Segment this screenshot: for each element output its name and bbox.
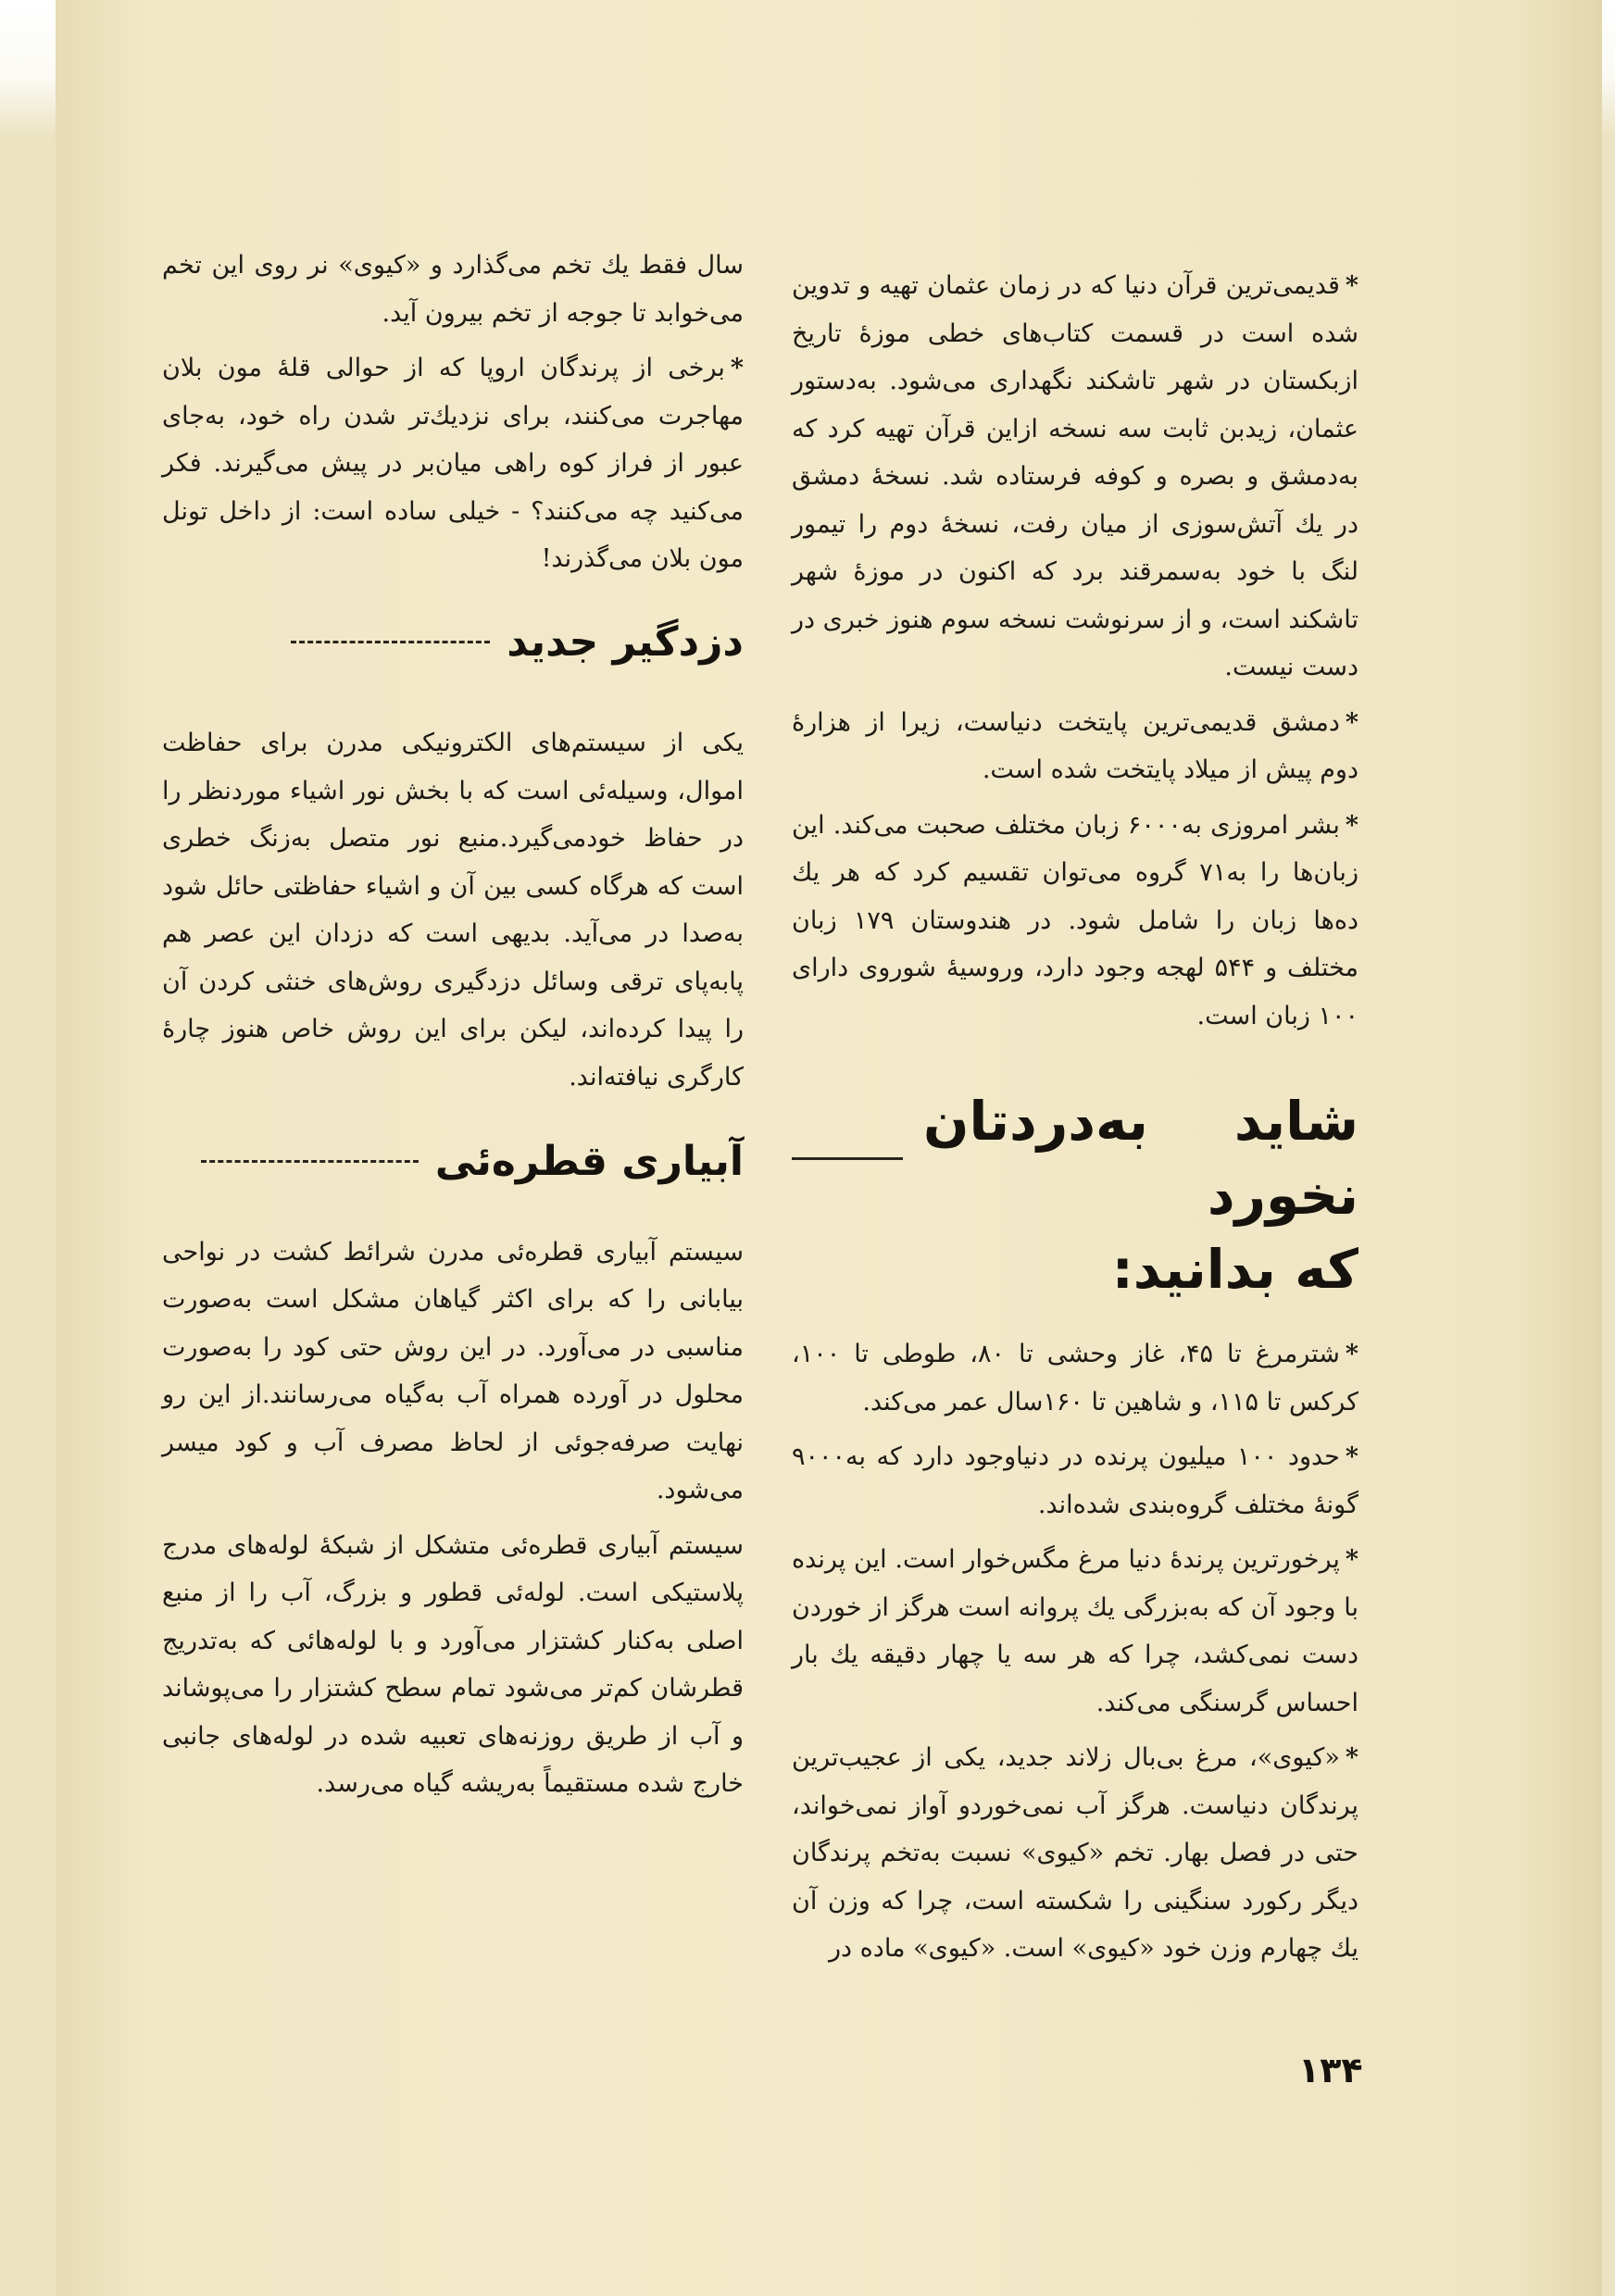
bullet-asterisk: *: [730, 354, 744, 382]
paragraph-text: شترمرغ تا ۴۵، غاز وحشی تا ۸۰، طوطی تا ۱۰۰، کرکس تا ۱۱۵، و شاهین تا ۱۶۰سال عمر می‌کند.: [792, 1340, 1358, 1416]
paragraph-languages: [792, 802, 1358, 1041]
paragraph-text: حدود ۱۰۰ میلیون پرنده در دنیاوجود دارد که به‌۹۰۰۰ گونهٔ مختلف گروه‌بندی شده‌اند.: [792, 1442, 1358, 1519]
heading-line-1: [792, 1084, 1358, 1232]
right-column: [792, 262, 1358, 1980]
bullet-asterisk: *: [1345, 1442, 1358, 1471]
paragraph-hummingbird: [792, 1536, 1358, 1727]
section-heading-drip-irrigation: [162, 1138, 744, 1186]
paragraph-text: پرخورترین پرندهٔ دنیا مرغ مگس‌خوار است. این پرنده با وجود آن که به‌بزرگی یك پروانه است هرگز از خوردن دست نمی‌کشد، چرا که هر سه یا چهار دقیقه یك بار احساس گرسنگی می‌کند.: [792, 1545, 1358, 1717]
paragraph-text: «کیوی»، مرغ بی‌بال زلاند جدید، یکی از عجیب‌ترین پرندگان دنیاست. هرگز آب نمی‌خوردو آواز نمی‌خواند، حتی در فصل بهار. تخم «کیوی» نسبت به‌تخم پرندگان دیگر رکورد سنگینی را شکسته است، چرا که وزن آن یك چهارم وزن خود «کیوی» است. «کیوی» ماده در: [792, 1743, 1358, 1963]
bullet-asterisk: *: [1345, 1340, 1358, 1368]
paragraph-text: بشر امروزی به‌۶۰۰۰ زبان مختلف صحبت می‌کند. این زبان‌ها را به‌۷۱ گروه می‌توان تقسیم کرد که هر یك ده‌ها زبان را شامل شود. در هندوستان ۱۷۹ زبان مختلف و ۵۴۴ لهجه وجود دارد، وروسیهٔ شوروی دارای ۱۰۰ زبان است.: [792, 810, 1358, 1030]
bullet-asterisk: *: [1345, 271, 1358, 300]
paragraph-bird-count: [792, 1433, 1358, 1529]
bullet-asterisk: *: [1345, 1545, 1358, 1574]
bullet-asterisk: *: [1345, 1743, 1358, 1772]
heading-text-line-1: شاید به‌دردتان نخورد: [923, 1090, 1358, 1227]
heading-text: دزدگیر جدید: [507, 618, 744, 666]
heading-rule: [201, 1160, 419, 1163]
paragraph-oldest-quran: [792, 262, 1358, 692]
paragraph-mont-blanc: [162, 344, 744, 583]
paragraph-damascus: [792, 699, 1358, 794]
page-number: ۱۳۴: [1298, 2050, 1363, 2090]
heading-rule: [291, 641, 490, 643]
paragraph-text: دمشق قدیمی‌ترین پایتخت دنیاست، زیرا از هزارهٔ دوم پیش از میلاد پایتخت شده است.: [792, 707, 1358, 784]
section-heading-did-you-know: [792, 1084, 1358, 1306]
paragraph-burglar-alarm: یکی از سیستم‌های الکترونیکی مدرن برای حفاظت اموال، وسیله‌ئی است که با بخش نور اشیاء موردنظر را در حفاظ خودمی‌گیرد.منبع نور متصل به‌زنگ خطری است که هرگاه کسی بین آن و اشیاء حفاظتی حائل شود به‌صدا در می‌آید. بدیهی است که دزدان این عصر هم پابه‌پای ترقی وسائل دزدگیری روش‌های خنثی کردن آن را پیدا کرده‌اند، لیکن برای این روش خاص هنوز چارهٔ کارگری نیافته‌اند.: [162, 729, 744, 1092]
heading-text-line-2: که بدانید:: [1111, 1238, 1358, 1301]
heading-text: آبیاری قطره‌ئی: [434, 1138, 744, 1185]
bullet-asterisk: *: [1345, 707, 1358, 737]
paragraph-text: قدیمی‌ترین قرآن دنیا که در زمان عثمان تهیه و تدوین شده است در قسمت کتاب‌های خطی موزهٔ تاریخ ازبکستان در شهر تاشکند نگهداری می‌شود. به‌دستور عثمان، زیدبن ثابت سه نسخه ازاین قرآن تهیه کرد که به‌دمشق و بصره و کوفه فرستاده شد. نسخهٔ دمشق در یك آتش‌سوزی از میان رفت، نسخهٔ دوم را تیمور لنگ با خود به‌سمرقند برد که اکنون در موزهٔ شهر تاشکند است، و از سرنوشت نسخه سوم هنوز خبری در دست نیست.: [792, 271, 1358, 681]
paragraph-drip-irrigation-2: سیستم آبیاری قطره‌ئی متشکل از شبکهٔ لوله‌های مدرج پلاستیکی است. لوله‌ئی قطور و بزرگ، آب را از منبع اصلی به‌کنار کشتزار می‌آورد و با لوله‌هائی که به‌تدریج قطرشان کم‌تر می‌شود تمام سطح کشتزار را می‌پوشاند و آب از طریق روزنه‌های تعبیه شده در لوله‌های جانبی خارج شده مستقیماً به‌ریشه گیاه می‌رسد.: [162, 1530, 744, 1798]
paragraph-drip-irrigation-1: سیستم آبیاری قطره‌ئی مدرن شرائط کشت در نواحی بیابانی را که برای اکثر گیاهان مشکل است به‌صورت مناسبی در می‌آورد. در این روش حتی کود را به‌صورت محلول در آورده همراه آب به‌گیاه می‌رسانند.از این رو نهایت صرفه‌جوئی از لحاظ مصرف آب و کود میسر می‌شود.: [162, 1237, 744, 1504]
paragraph-kiwi-continued: سال فقط یك تخم می‌گذارد و «کیوی» نر روی این تخم می‌خوابد تا جوجه از تخم بیرون آید.: [162, 251, 744, 328]
left-column: [162, 242, 744, 1816]
paragraph-bird-lifespans: [792, 1330, 1358, 1426]
paragraph-kiwi: [792, 1734, 1358, 1973]
heading-rule: [792, 1157, 903, 1160]
paragraph-text: برخی از پرندگان اروپا که از حوالی قلهٔ مون بلان مهاجرت می‌کنند، برای نزدیك‌تر شدن راه خود، به‌جای عبور از فراز کوه راهی میان‌بر در پیش می‌گیرند. فکر می‌کنید چه می‌کنند؟ - خیلی ساده است: از داخل تونل مون بلان می‌گذرند!: [162, 354, 744, 573]
section-heading-new-burglar-alarm: [162, 618, 744, 667]
bullet-asterisk: *: [1345, 810, 1358, 840]
